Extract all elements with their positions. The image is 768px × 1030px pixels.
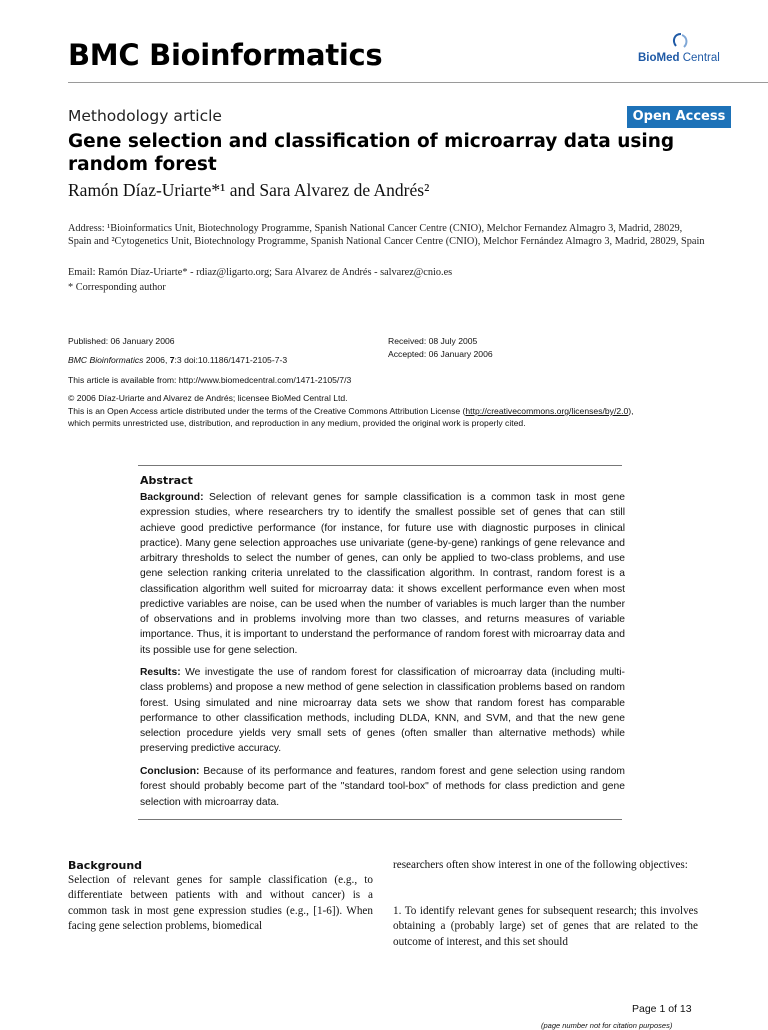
citation-volume: 7: [169, 355, 175, 365]
article-title: Gene selection and classification of microarray data using random forest: [68, 131, 675, 175]
article-authors: Ramón Díaz-Uriarte*¹ and Sara Alvarez de Andrés²: [68, 180, 430, 200]
logo-word-med: Med: [656, 52, 680, 64]
corresponding-author-note: * Corresponding author: [68, 282, 166, 293]
citation-line: [68, 355, 287, 365]
page-number-note: (page number not for citation purposes): [541, 1021, 673, 1030]
biomed-central-swirl-icon: [668, 32, 694, 52]
received-date: Received: 08 July 2005: [388, 336, 478, 346]
citation-doi: :3 doi:10.1186/1471-2105-7-3: [174, 355, 288, 365]
author-address: Address: ¹Bioinformatics Unit, Biotechnology Programme, Spanish National Cancer Centre (CNIO), Melchor Fernandez Almagro 3, Madrid, 28029, Spain and ²Cytogenetics Unit, Biotechnology Programme, Spanish National Cancer Centre (CNIO), Melchor Fernández Almagro 3, Madrid, 28029, Spain: [68, 223, 705, 248]
background-paragraph: Selection of relevant genes for sample classification (e.g., to differentiate between patients with and without cancer) is a common task in most gene expression studies (e.g., [1-6]). When facing gene selection problems, biomedical: [68, 874, 373, 933]
abstract-heading: Abstract: [140, 474, 193, 487]
logo-word-bio: Bio: [638, 52, 657, 64]
abstract-top-rule: [138, 465, 622, 466]
published-date: Published: 06 January 2006: [68, 336, 175, 346]
article-type: Methodology article: [68, 107, 222, 125]
license-text-post: ),: [628, 406, 634, 416]
background-heading: Background: [68, 859, 143, 872]
open-access-badge: Open Access: [627, 106, 731, 128]
copyright-notice: © 2006 Díaz-Uriarte and Alvarez de Andrés; licensee BioMed Central Ltd.: [68, 393, 348, 403]
abstract-conclusion-text: Because of its performance and features, random forest and gene selection using random forest should probably become part of the "standard tool-box" of methods for class prediction and gene selection with microarray data.: [140, 766, 625, 808]
journal-title: BMC Bioinformatics: [68, 38, 383, 72]
abstract-background: [140, 490, 625, 658]
citation-year: 2006,: [143, 355, 170, 365]
abstract-results-label: Results:: [140, 667, 181, 678]
abstract-bottom-rule: [138, 819, 622, 820]
license-link[interactable]: http://creativecommons.org/licenses/by/2.0: [465, 406, 629, 416]
abstract-results: [140, 665, 625, 757]
accepted-date: Accepted: 06 January 2006: [388, 349, 493, 359]
abstract-background-label: Background:: [140, 492, 204, 503]
right-column-paragraph-2: 1. To identify relevant genes for subsequent research; this involves obtaining a (probably large) set of genes that are related to the outcome of interest, and this set should: [393, 905, 698, 948]
abstract-results-text: We investigate the use of random forest for classification of microarray data (including multi-class problems) and propose a new method of gene selection in classification problems based on random forest. Using simulated and nine microarray data sets we show that random forest has comparable performance to other classification methods, including DLDA, KNN, and SVM, and that the new gene selection procedure yields very small sets of genes (often smaller than alternative methods) while preserving predictive accuracy.: [140, 667, 625, 755]
license-text-pre: This is an Open Access article distributed under the terms of the Creative Commons Attribution License (: [68, 406, 466, 416]
abstract-background-text: Selection of relevant genes for sample classification is a common task in most gene expression studies, where researchers try to identify the smallest possible set of genes that can still achieve good predictive performance (for instance, for future use with diagnostic purposes in clinical practice). Many gene selection approaches use univariate (gene-by-gene) rankings of gene relevance and arbitrary thresholds to select the number of genes, can only be applied to two-class problems, and use gene selection ranking criteria unrelated to the classification algorithm. In contrast, random forest is a classification algorithm well suited for microarray data: it shows excellent performance even when most predictive variables are noise, can be used when the number of variables is much larger than the number of observations and in problems involving more than two classes, and returns measures of variable importance. Thus, it is important to understand the performance of random forest with microarray data and its possible use for gene selection.: [140, 492, 625, 656]
logo-text: [638, 52, 720, 64]
author-emails[interactable]: Email: Ramón Díaz-Uriarte* - rdiaz@ligarto.org; Sara Alvarez de Andrés - salvarez@cnio.es: [68, 267, 453, 278]
license-line-1: [68, 406, 634, 416]
citation-journal: BMC Bioinformatics: [68, 355, 144, 365]
biomed-central-logo[interactable]: [638, 32, 720, 72]
header-divider: [68, 82, 768, 83]
logo-word-central: Central: [679, 52, 720, 64]
abstract-conclusion-label: Conclusion:: [140, 766, 200, 777]
right-column-paragraph-1: researchers often show interest in one of the following objectives:: [393, 859, 688, 871]
page-number: Page 1 of 13: [632, 1003, 692, 1015]
article-url[interactable]: This article is available from: http://www.biomedcentral.com/1471-2105/7/3: [68, 375, 352, 385]
license-line-2: which permits unrestricted use, distribution, and reproduction in any medium, provided the original work is properly cited.: [68, 418, 526, 428]
abstract-conclusion: [140, 764, 625, 810]
